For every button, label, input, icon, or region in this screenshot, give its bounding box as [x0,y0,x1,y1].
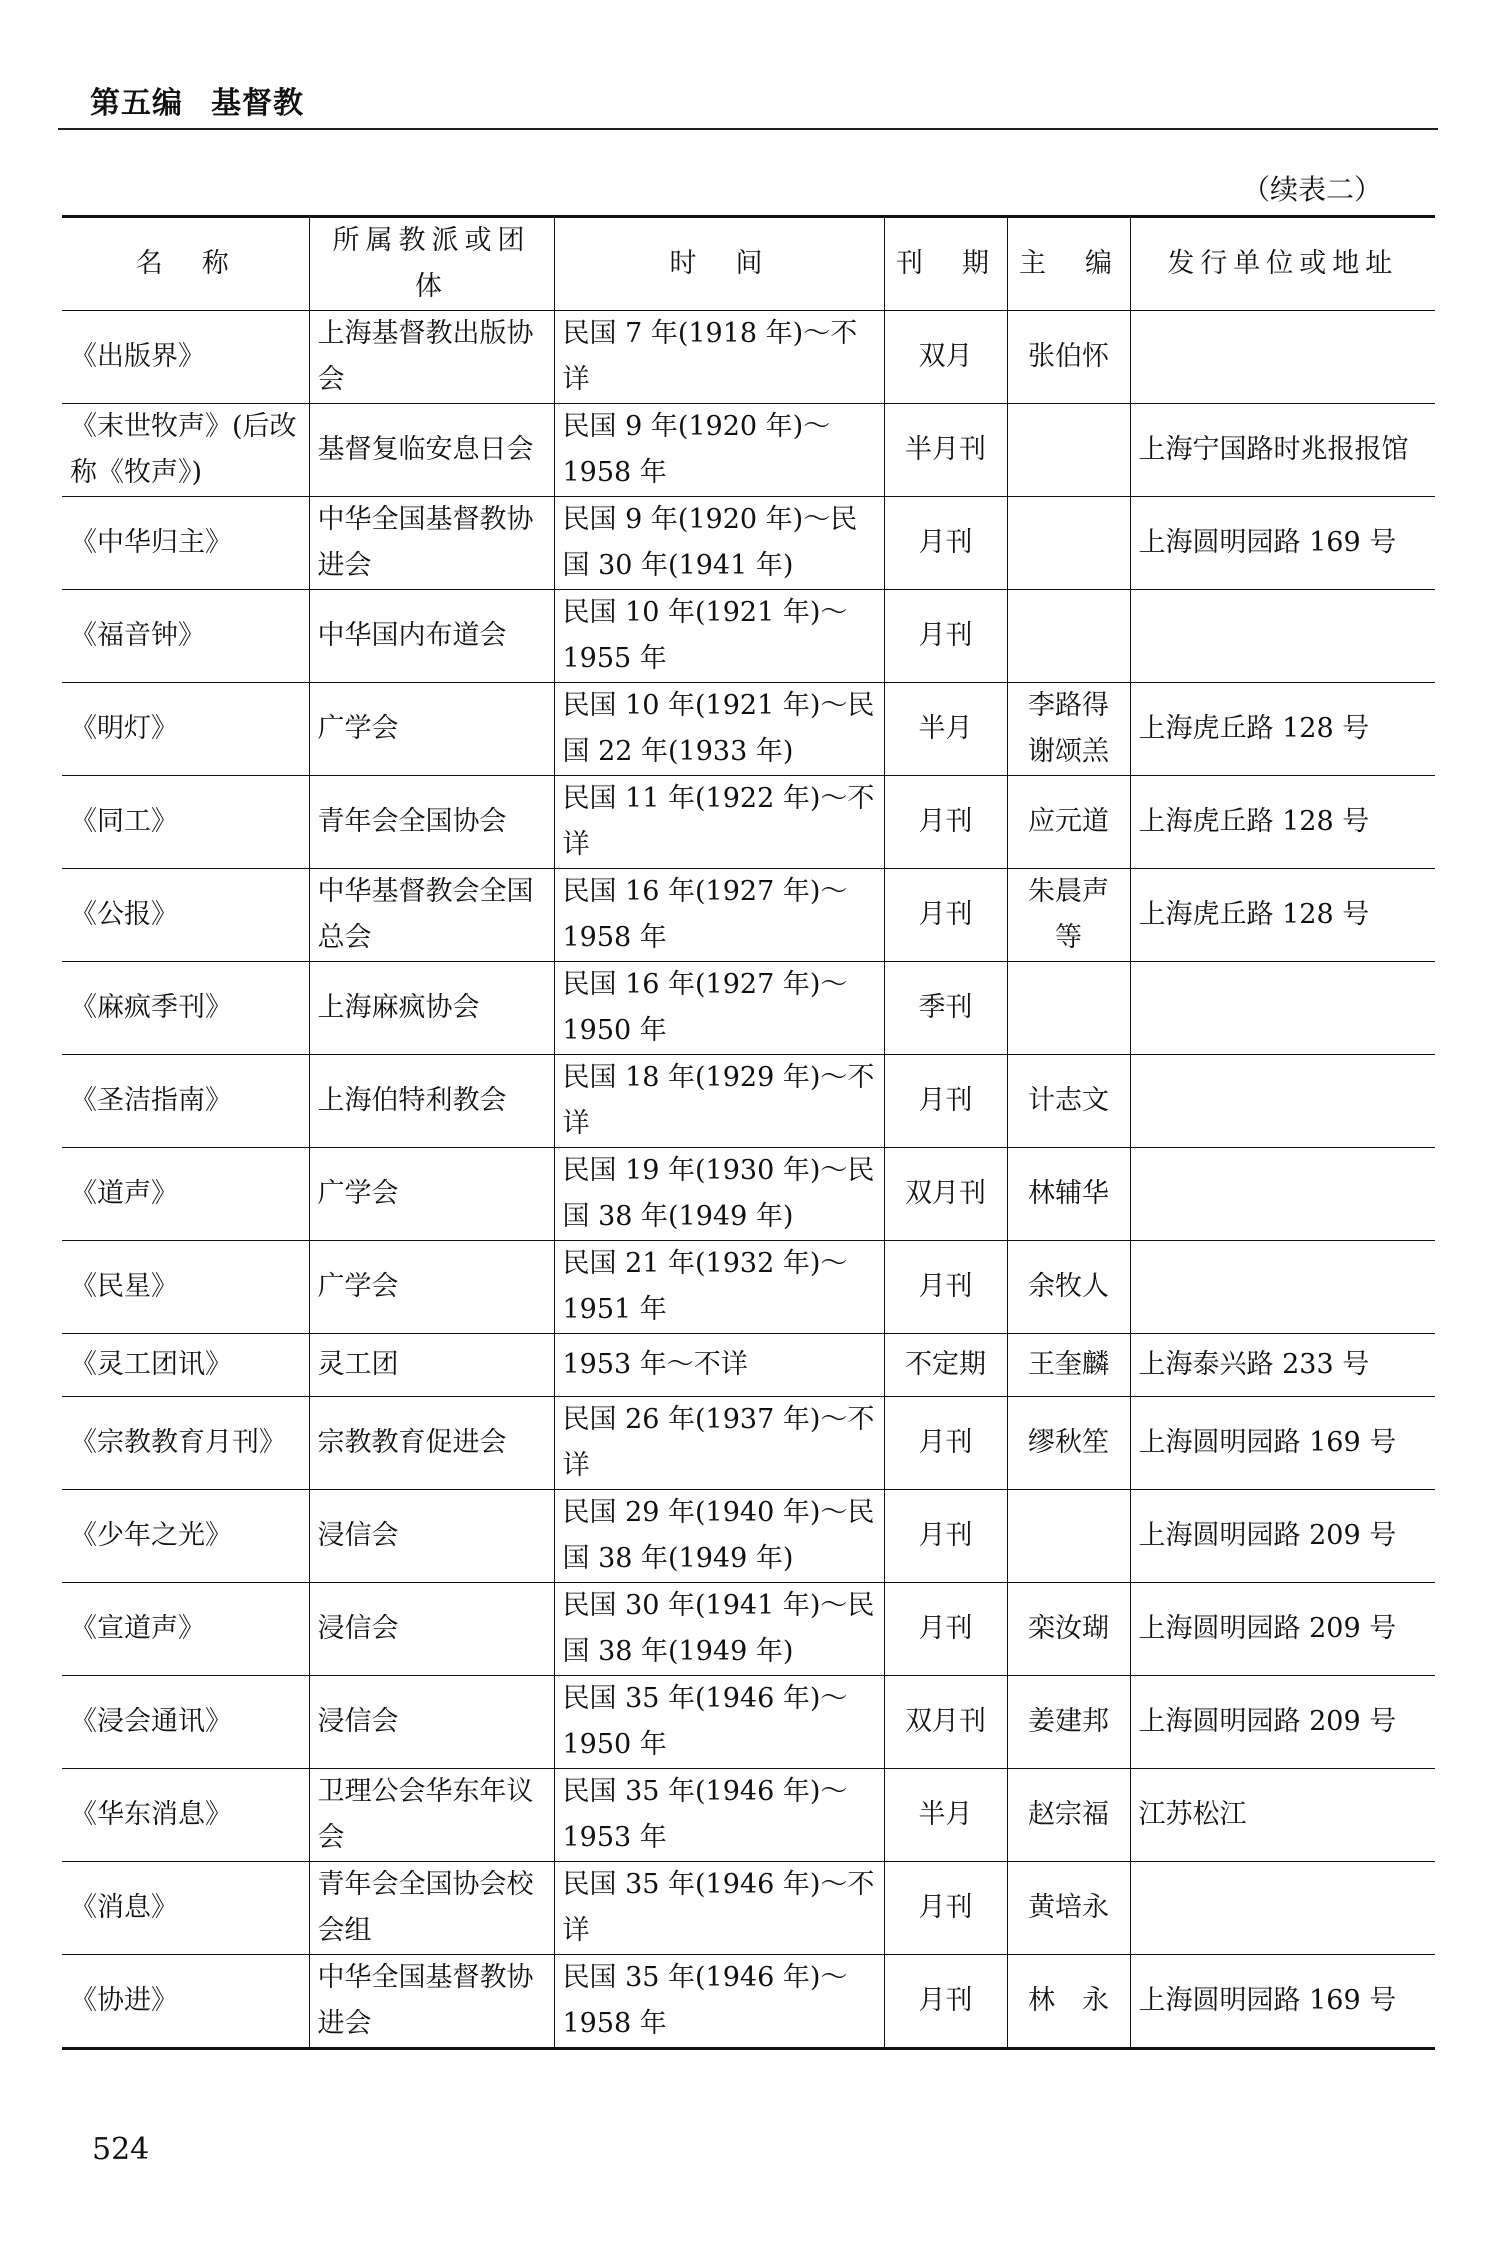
cell-period: 双月 [884,311,1007,404]
table-row [62,1583,1435,1676]
cell-org: 宗教教育促进会 [309,1397,554,1490]
cell-time: 民国 19 年(1930 年)～民国 38 年(1949 年) [554,1148,884,1241]
cell-address [1130,962,1435,1055]
cell-org: 灵工团 [309,1334,554,1397]
cell-time: 民国 11 年(1922 年)～不详 [554,776,884,869]
cell-time: 民国 16 年(1927 年)～1950 年 [554,962,884,1055]
cell-period: 月刊 [884,1055,1007,1148]
cell-period: 不定期 [884,1334,1007,1397]
cell-name: 《华东消息》 [62,1769,309,1862]
cell-address: 上海圆明园路 209 号 [1130,1583,1435,1676]
cell-address [1130,1148,1435,1241]
cell-name: 《宗教教育月刊》 [62,1397,309,1490]
table-row [62,1676,1435,1769]
cell-name: 《明灯》 [62,683,309,776]
cell-org: 广学会 [309,683,554,776]
cell-period: 半月刊 [884,404,1007,497]
cell-editor [1007,962,1130,1055]
cell-editor: 林辅华 [1007,1148,1130,1241]
cell-org: 广学会 [309,1148,554,1241]
cell-time: 民国 10 年(1921 年)～1955 年 [554,590,884,683]
cell-address: 上海宁国路时兆报报馆 [1130,404,1435,497]
table-row [62,1397,1435,1490]
cell-name: 《消息》 [62,1862,309,1955]
cell-name: 《浸会通讯》 [62,1676,309,1769]
cell-address [1130,1862,1435,1955]
cell-editor [1007,404,1130,497]
cell-time: 民国 26 年(1937 年)～不详 [554,1397,884,1490]
cell-period: 月刊 [884,1862,1007,1955]
cell-period: 月刊 [884,1241,1007,1334]
table-row [62,1055,1435,1148]
cell-name: 《公报》 [62,869,309,962]
cell-org: 上海麻疯协会 [309,962,554,1055]
cell-address: 江苏松江 [1130,1769,1435,1862]
running-head [90,78,304,122]
cell-period: 月刊 [884,1490,1007,1583]
column-header-org: 所属教派或团体 [309,217,554,311]
cell-period: 月刊 [884,590,1007,683]
cell-editor: 林 永 [1007,1955,1130,2049]
cell-address: 上海圆明园路 169 号 [1130,497,1435,590]
cell-address: 上海圆明园路 209 号 [1130,1490,1435,1583]
column-header-address: 发行单位或地址 [1130,217,1435,311]
table-row [62,590,1435,683]
cell-org: 广学会 [309,1241,554,1334]
cell-address [1130,1055,1435,1148]
cell-editor: 栾汝瑚 [1007,1583,1130,1676]
table-row [62,404,1435,497]
cell-editor: 应元道 [1007,776,1130,869]
cell-editor: 姜建邦 [1007,1676,1130,1769]
table-row [62,1334,1435,1397]
cell-time: 1953 年～不详 [554,1334,884,1397]
cell-time: 民国 18 年(1929 年)～不详 [554,1055,884,1148]
cell-time: 民国 21 年(1932 年)～1951 年 [554,1241,884,1334]
table-header-row [62,217,1435,311]
cell-editor: 黄培永 [1007,1862,1130,1955]
cell-editor: 王奎麟 [1007,1334,1130,1397]
cell-address: 上海虎丘路 128 号 [1130,683,1435,776]
table-body [62,311,1435,2049]
cell-name: 《中华归主》 [62,497,309,590]
continued-label: （续表二） [1241,173,1382,206]
table-row [62,1490,1435,1583]
part-title: 第五编 [90,86,183,121]
cell-editor [1007,1490,1130,1583]
table-row [62,869,1435,962]
cell-org: 青年会全国协会校会组 [309,1862,554,1955]
cell-editor: 张伯怀 [1007,311,1130,404]
cell-period: 季刊 [884,962,1007,1055]
cell-name: 《民星》 [62,1241,309,1334]
cell-address: 上海圆明园路 169 号 [1130,1397,1435,1490]
cell-org: 浸信会 [309,1583,554,1676]
table-row [62,962,1435,1055]
cell-address: 上海圆明园路 169 号 [1130,1955,1435,2049]
table-row [62,1862,1435,1955]
cell-time: 民国 35 年(1946 年)～1958 年 [554,1955,884,2049]
cell-name: 《圣洁指南》 [62,1055,309,1148]
cell-address [1130,311,1435,404]
cell-org: 浸信会 [309,1490,554,1583]
cell-editor [1007,497,1130,590]
cell-address: 上海虎丘路 128 号 [1130,776,1435,869]
table-row [62,1241,1435,1334]
cell-name: 《宣道声》 [62,1583,309,1676]
cell-org: 中华国内布道会 [309,590,554,683]
cell-editor: 计志文 [1007,1055,1130,1148]
cell-org: 浸信会 [309,1676,554,1769]
cell-address: 上海虎丘路 128 号 [1130,869,1435,962]
cell-editor: 赵宗福 [1007,1769,1130,1862]
cell-org: 上海基督教出版协会 [309,311,554,404]
cell-org: 中华全国基督教协进会 [309,1955,554,2049]
column-header-period: 刊 期 [884,217,1007,311]
page-number: 524 [92,2132,150,2167]
column-header-name: 名 称 [62,217,309,311]
cell-name: 《灵工团讯》 [62,1334,309,1397]
cell-time: 民国 30 年(1941 年)～民国 38 年(1949 年) [554,1583,884,1676]
cell-name: 《出版界》 [62,311,309,404]
cell-address [1130,1241,1435,1334]
cell-time: 民国 35 年(1946 年)～1950 年 [554,1676,884,1769]
table-row [62,1955,1435,2049]
cell-period: 月刊 [884,497,1007,590]
table-row [62,497,1435,590]
header-rule [58,128,1438,130]
cell-period: 半月 [884,683,1007,776]
cell-editor: 缪秋笙 [1007,1397,1130,1490]
cell-editor: 朱晨声等 [1007,869,1130,962]
cell-name: 《福音钟》 [62,590,309,683]
cell-time: 民国 16 年(1927 年)～1958 年 [554,869,884,962]
cell-name: 《少年之光》 [62,1490,309,1583]
cell-address: 上海圆明园路 209 号 [1130,1676,1435,1769]
cell-name: 《道声》 [62,1148,309,1241]
column-header-editor: 主 编 [1007,217,1130,311]
cell-address: 上海泰兴路 233 号 [1130,1334,1435,1397]
cell-org: 中华基督教会全国总会 [309,869,554,962]
cell-editor [1007,590,1130,683]
cell-time: 民国 10 年(1921 年)～民国 22 年(1933 年) [554,683,884,776]
cell-org: 中华全国基督教协进会 [309,497,554,590]
cell-time: 民国 35 年(1946 年)～1953 年 [554,1769,884,1862]
cell-name: 《同工》 [62,776,309,869]
cell-org: 青年会全国协会 [309,776,554,869]
cell-editor: 李路得 谢颂羔 [1007,683,1130,776]
cell-period: 半月 [884,1769,1007,1862]
table-row [62,311,1435,404]
cell-editor: 余牧人 [1007,1241,1130,1334]
table-row [62,776,1435,869]
periodicals-table [62,215,1435,2050]
table-row [62,1148,1435,1241]
cell-time: 民国 35 年(1946 年)～不详 [554,1862,884,1955]
cell-period: 月刊 [884,776,1007,869]
cell-time: 民国 29 年(1940 年)～民国 38 年(1949 年) [554,1490,884,1583]
cell-org: 卫理公会华东年议会 [309,1769,554,1862]
section-title: 基督教 [211,86,304,121]
cell-name: 《末世牧声》(后改称《牧声》) [62,404,309,497]
cell-time: 民国 7 年(1918 年)～不详 [554,311,884,404]
cell-name: 《协进》 [62,1955,309,2049]
cell-time: 民国 9 年(1920 年)～1958 年 [554,404,884,497]
cell-period: 双月刊 [884,1148,1007,1241]
column-header-time: 时 间 [554,217,884,311]
cell-period: 月刊 [884,1955,1007,2049]
cell-name: 《麻疯季刊》 [62,962,309,1055]
cell-period: 月刊 [884,1397,1007,1490]
cell-address [1130,590,1435,683]
cell-period: 月刊 [884,869,1007,962]
cell-org: 上海伯特利教会 [309,1055,554,1148]
cell-period: 月刊 [884,1583,1007,1676]
table-row [62,683,1435,776]
cell-period: 双月刊 [884,1676,1007,1769]
cell-time: 民国 9 年(1920 年)～民国 30 年(1941 年) [554,497,884,590]
table-row [62,1769,1435,1862]
cell-org: 基督复临安息日会 [309,404,554,497]
